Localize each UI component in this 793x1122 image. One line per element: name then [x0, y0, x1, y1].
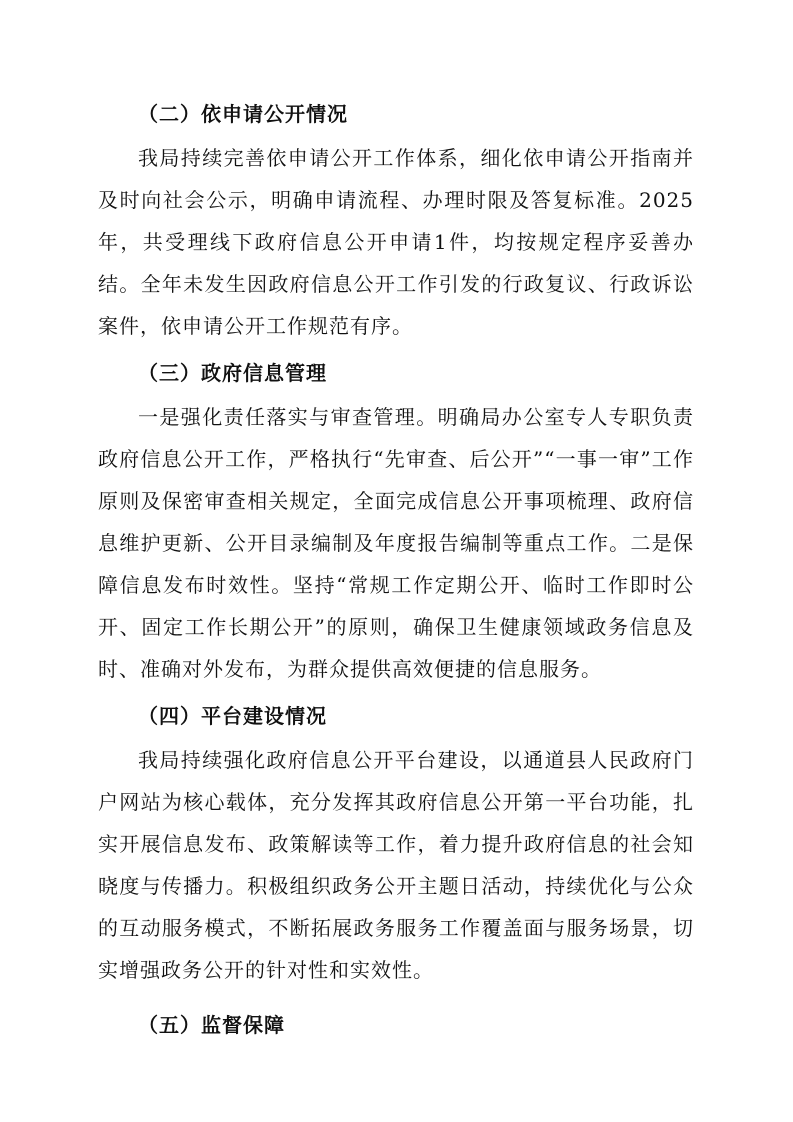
- section-heading-supervision: （五）监督保障: [138, 1013, 285, 1037]
- section-heading-application-disclosure: （二）依申请公开情况: [138, 102, 348, 126]
- spacer: [98, 991, 694, 1003]
- section-paragraph-platform-construction: 我局持续强化政府信息公开平台建设，以通道县人民政府门户网站为核心载体，充分发挥其政府信息公开第一平台功能，扎实开展信息发布、政策解读等工作，着力提升政府信息的社会知晓度与传播力。积极组织政务公开主题日活动，持续优化与公众的互动服务模式，不断拓展政务服务工作覆盖面与服务场景，切实增强政务公开的针对性和实效性。: [98, 748, 694, 982]
- section-heading-platform-construction: （四）平台建设情况: [138, 704, 327, 728]
- section-paragraph-application-disclosure: 我局持续完善依申请公开工作体系，细化依申请公开指南并及时向社会公示，明确申请流程、办理时限及答复标准。2025年，共受理线下政府信息公开申请1件，均按规定程序妥善办结。全年未发生因政府信息公开工作引发的行政复议、行政诉讼案件，依申请公开工作规范有序。: [98, 146, 694, 338]
- section-heading-information-management: （三）政府信息管理: [138, 361, 327, 385]
- document-body: [98, 92, 694, 1048]
- section-paragraph-information-management: 一是强化责任落实与审查管理。明确局办公室专人专职负责政府信息公开工作，严格执行“先审查、后公开”“一事一审”工作原则及保密审查相关规定，全面完成信息公开事项梳理、政府信息维护更新、公开目录编制及年度报告编制等重点工作。二是保障信息发布时效性。坚持“常规工作定期公开、临时工作即时公开、固定工作长期公开”的原则，确保卫生健康领域政务信息及时、准确对外发布，为群众提供高效便捷的信息服务。: [98, 405, 694, 681]
